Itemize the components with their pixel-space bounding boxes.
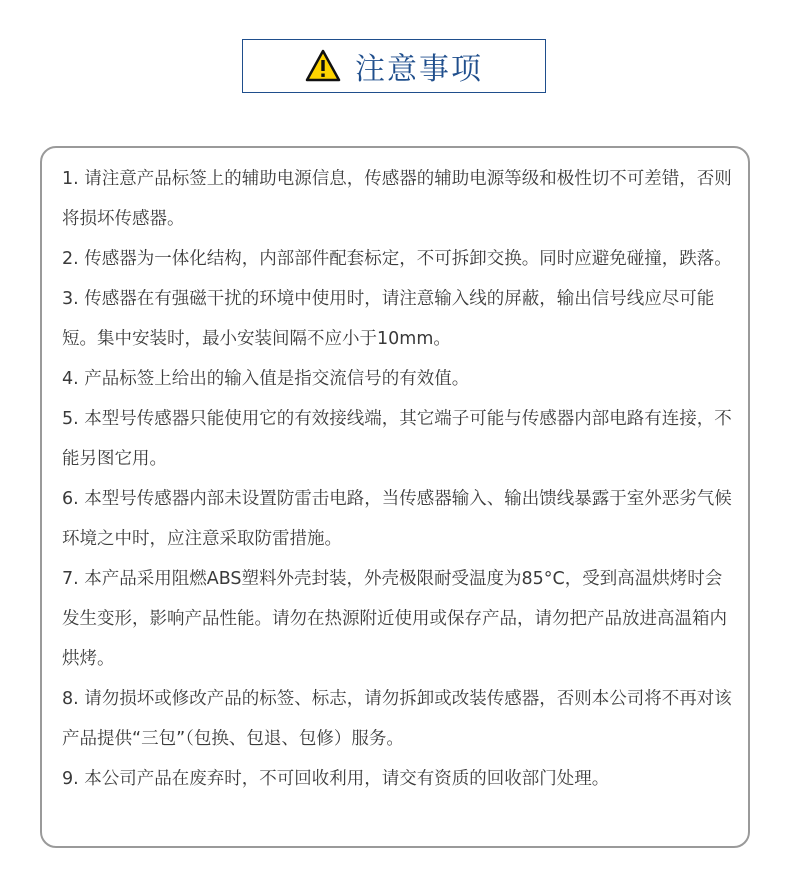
notice-item-7: 7. 本产品采用阻燃ABS塑料外壳封装，外壳极限耐受温度为85°C，受到高温烘烤时会发生变形，影响产品性能。请勿在热源附近使用或保存产品，请勿把产品放进高温箱内烘烤。	[62, 569, 727, 669]
notice-item-9: 9. 本公司产品在废弃时，不可回收利用，请交有资质的回收部门处理。	[62, 769, 610, 789]
notice-card	[40, 146, 750, 848]
title-box	[242, 39, 546, 93]
page-title: 注意事项	[355, 52, 483, 87]
notice-item-5: 5. 本型号传感器只能使用它的有效接线端，其它端子可能与传感器内部电路有连接，不能另图它用。	[62, 409, 732, 469]
notice-item-3: 3. 传感器在有强磁干扰的环境中使用时，请注意输入线的屏蔽，输出信号线应尽可能短。集中安装时，最小安装间隔不应小于10mm。	[62, 289, 715, 349]
warning-triangle-icon	[305, 49, 341, 83]
notice-item-2: 2. 传感器为一体化结构，内部部件配套标定，不可拆卸交换。同时应避免碰撞，跌落。	[62, 249, 732, 269]
notice-item-4: 4. 产品标签上给出的输入值是指交流信号的有效值。	[62, 369, 470, 389]
notice-item-1: 1. 请注意产品标签上的辅助电源信息，传感器的辅助电源等级和极性切不可差错，否则将损坏传感器。	[62, 169, 732, 229]
notice-list	[62, 159, 734, 799]
notice-item-6: 6. 本型号传感器内部未设置防雷击电路，当传感器输入、输出馈线暴露于室外恶劣气候环境之中时，应注意采取防雷措施。	[62, 489, 732, 549]
notice-item-8: 8. 请勿损坏或修改产品的标签、标志，请勿拆卸或改装传感器，否则本公司将不再对该产品提供“三包”（包换、包退、包修）服务。	[62, 689, 732, 749]
